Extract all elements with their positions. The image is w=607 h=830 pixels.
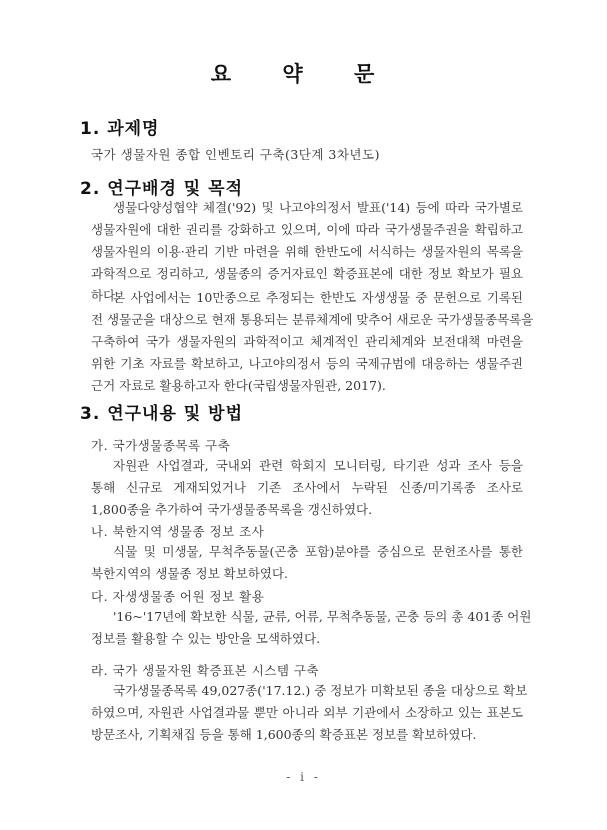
subsection-label-ra: 라. 국가 생물자원 확증표본 시스템 구축 — [91, 663, 320, 678]
text-line: 통해 신규로 게재되었거나 기존 조사에서 누락된 신종/미기록종 조사로 — [91, 480, 523, 495]
text-line: 하였으며, 자원관 사업결과물 뿐만 아니라 외부 기관에서 소장하고 있는 표본도 — [91, 705, 523, 720]
text-line: 국가생물종목록 49,027종('17.12.) 중 정보가 미확보된 종을 대상으로 확보 — [113, 683, 528, 698]
text-line: 위한 기초 자료를 확보하고, 나고야의정서 등의 국제규범에 대응하는 생물주권 — [91, 356, 523, 371]
text-line: 정보를 활용할 수 있는 방안을 모색하였다. — [91, 631, 321, 646]
background-paragraph-2 — [91, 287, 534, 397]
subsection-label-na: 나. 북한지역 생물종 정보 조사 — [91, 524, 265, 539]
subsection-label-ga: 가. 국가생물종목록 구축 — [91, 438, 231, 453]
text-line: 생물자원에 대한 권리를 강화하고 있으며, 이에 따라 국가생물주권을 확립하고 — [91, 222, 523, 237]
text-line: 자원관 사업결과, 국내외 관련 학회지 모니터링, 타기관 성과 조사 등을 — [113, 458, 523, 473]
text-line: 식물 및 미생물, 무척추동물(곤충 포함)분야를 중심으로 문헌조사를 통한 — [113, 544, 523, 559]
text-line: 1,800종을 추가하여 국가생물종목록을 갱신하였다. — [91, 502, 373, 517]
text-line: 방문조사, 기획채집 등을 통해 1,600종의 확증표본 정보를 확보하였다. — [91, 727, 477, 742]
text-line: 전 생물군을 대상으로 현재 통용되는 분류체계에 맞추어 새로운 국가생물종목록을 — [91, 312, 534, 327]
subsection-body-da — [91, 606, 532, 650]
page-number: - i - — [286, 770, 321, 784]
text-line: 생물자원의 이용·관리 기반 마련을 위해 한반도에 서식하는 생물자원의 목록을 — [91, 244, 523, 259]
subsection-body-na — [91, 541, 523, 585]
text-line: '16~'17년에 확보한 식물, 균류, 어류, 무척추동물, 곤충 등의 총 401종 어원 — [113, 609, 532, 624]
section-heading-project-name: 1. 과제명 — [80, 119, 160, 139]
subsection-label-da: 다. 자생생물종 어원 정보 활용 — [91, 589, 265, 604]
section-heading-methods: 3. 연구내용 및 방법 — [80, 404, 243, 424]
section-heading-background: 2. 연구배경 및 목적 — [80, 179, 243, 199]
text-line: 하다. — [91, 288, 120, 303]
text-line: 근거 자료로 활용하고자 한다(국립생물자원관, 2017). — [91, 378, 386, 393]
text-line: 북한지역의 생물종 정보 확보하였다. — [91, 566, 289, 581]
subsection-body-ga — [91, 455, 523, 521]
subsection-body-ra — [91, 680, 528, 746]
project-name-text: 국가 생물자원 종합 인벤토리 구축(3단계 3차년도) — [91, 147, 380, 162]
page-title: 요 약 문 — [210, 61, 397, 86]
text-line: 생물다양성협약 체결('92) 및 나고야의정서 발표('14) 등에 따라 국가별로 — [113, 200, 523, 215]
text-line: 본 사업에서는 10만종으로 추정되는 한반도 자생생물 중 문헌으로 기록된 — [113, 290, 523, 305]
text-line: 구축하여 국가 생물자원의 과학적이고 체계적인 관리체계와 보전대책 마련을 — [91, 334, 523, 349]
text-line: 과학적으로 정리하고, 생물종의 증거자료인 확증표본에 대한 정보 확보가 필요 — [91, 266, 523, 281]
